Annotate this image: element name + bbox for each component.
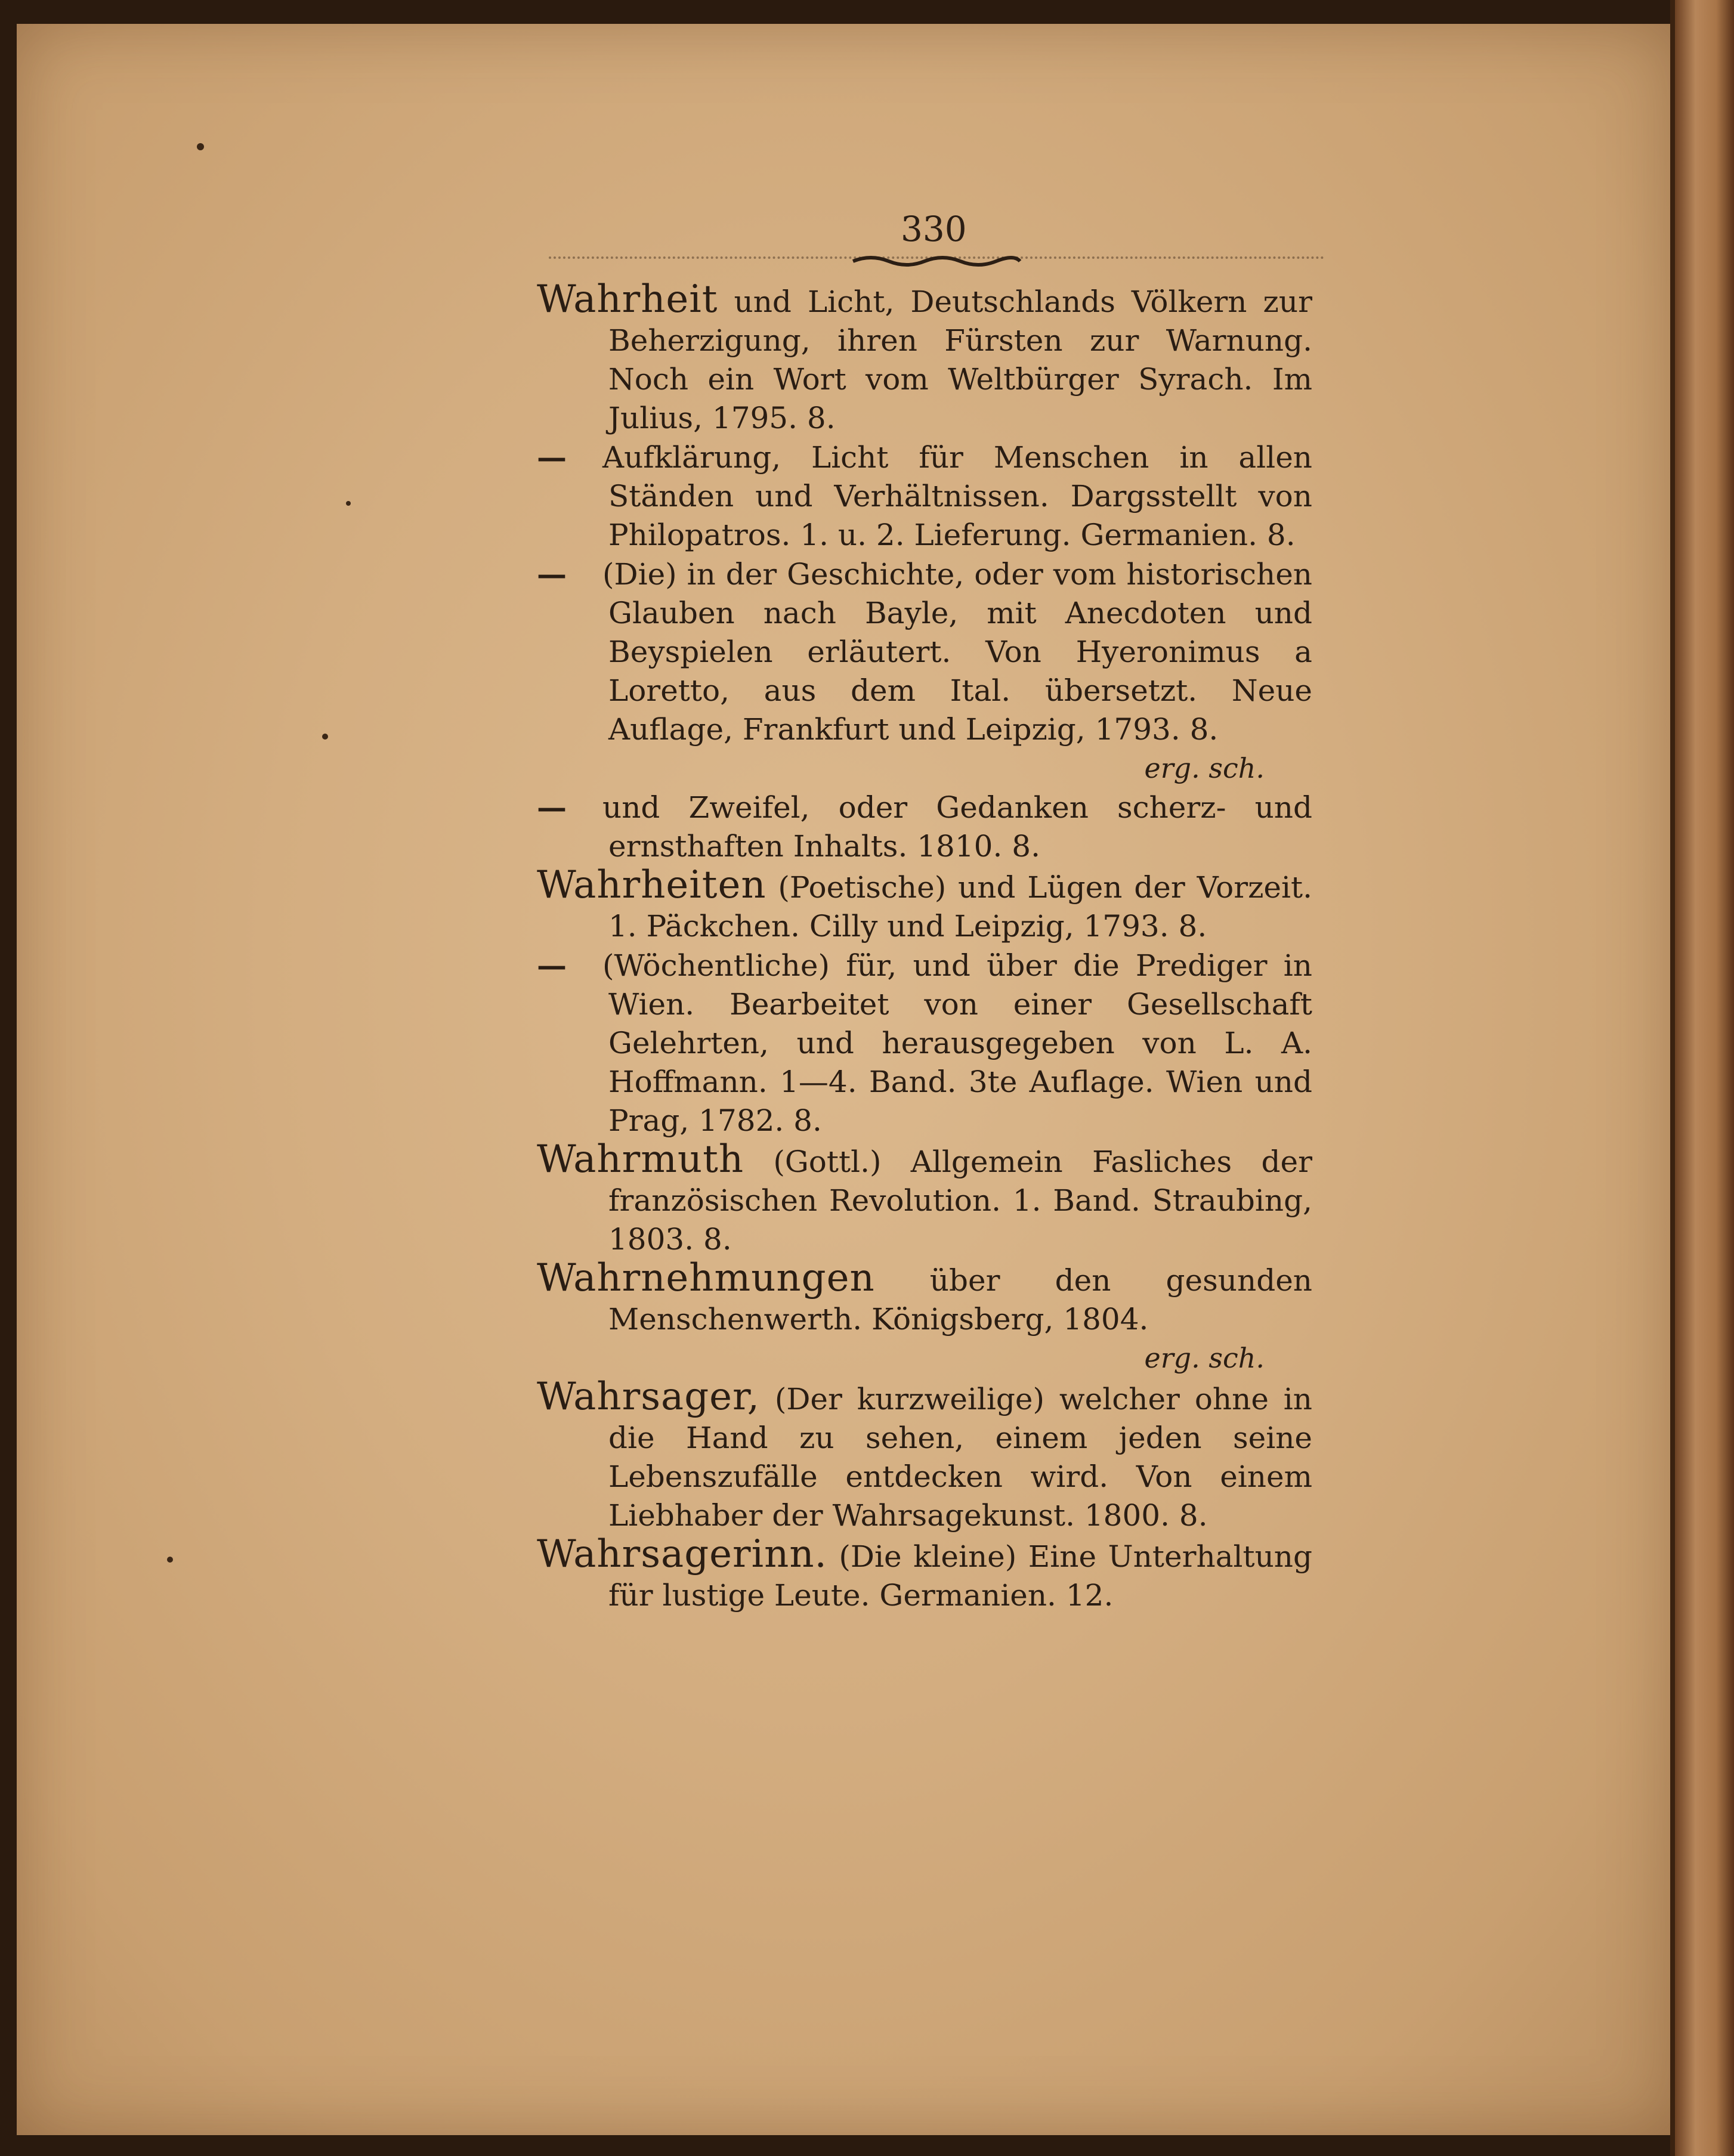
entry-text: (Die) in der Geschichte, oder vom historischen Glauben nach Bayle, mit Anecdoten und Beyspielen erläutert. Von Hyeronimus a Loretto, aus dem Ital. übersetzt. Neue Auflage, Frankfurt und Leipzig, 1793. 8.: [602, 557, 1312, 747]
entry-text: über den gesunden Menschenwerth. Königsberg, 1804.: [608, 1263, 1312, 1337]
catalog-entries: [537, 277, 1312, 1615]
entry-headword: Wahrsager,: [537, 1375, 760, 1419]
entry-dash: —: [537, 440, 567, 475]
entry-text: (Wöchentliche) für, und über die Prediger in Wien. Bearbeitet von einer Gesellschaft Gelehrten, und herausgegeben von L. A. Hoffmann. 1—4. Band. 3te Auflage. Wien und Prag, 1782. 8.: [602, 948, 1312, 1138]
entry-text: (Poetische) und Lügen der Vorzeit. 1. Päckchen. Cilly und Leipzig, 1793. 8.: [608, 870, 1312, 944]
entry-headword: Wahrheit: [537, 277, 718, 321]
entry-wahrheiten: [537, 863, 1312, 946]
entry-woechentliche: [537, 946, 1312, 1140]
entry-note: erg. sch.: [1144, 752, 1265, 784]
entry-dash: —: [537, 790, 567, 825]
book-gutter: [1675, 0, 1734, 2156]
entry-wahrheit-licht: [537, 277, 1312, 438]
entry-text: Aufklärung, Licht für Menschen in allen Ständen und Verhältnissen. Dargsstellt von Philopatros. 1. u. 2. Lieferung. Germanien. 8.: [602, 440, 1312, 552]
paper-speck: [167, 1557, 173, 1563]
entry-text: (Gottl.) Allgemein Fasliches der französischen Revolution. 1. Band. Straubing, 1803. 8.: [608, 1144, 1312, 1257]
entry-wahrsager: [537, 1375, 1312, 1535]
entry-geschichte: [537, 555, 1312, 749]
entry-text: und Licht, Deutschlands Völkern zur Beherzigung, ihren Fürsten zur Warnung. Noch ein Wort vom Weltbürger Syrach. Im Julius, 1795. 8.: [608, 284, 1312, 435]
entry-dash: —: [537, 948, 567, 983]
ornament-flourish: [847, 250, 1026, 268]
page-number: 330: [901, 209, 967, 249]
entry-wahrnehmungen: [537, 1256, 1312, 1339]
entry-headword: Wahrsagerinn.: [537, 1532, 827, 1576]
entry-wahrmuth: [537, 1137, 1312, 1259]
entry-text: (Der kurzweilige) welcher ohne in die Hand zu sehen, einem jeden seine Lebenszufälle entdecken wird. Von einem Liebhaber der Wahrsagekunst. 1800. 8.: [608, 1382, 1312, 1533]
paper-speck: [322, 734, 328, 740]
paper-speck: [346, 501, 351, 506]
entry-headword: Wahrmuth: [537, 1137, 744, 1181]
entry-wahrsagerinn: [537, 1532, 1312, 1615]
entry-note: erg. sch.: [1144, 1342, 1265, 1374]
entry-zweifel: [537, 788, 1312, 866]
entry-headword: Wahrheiten: [537, 863, 766, 907]
paper-speck: [197, 143, 204, 150]
entry-text: und Zweifel, oder Gedanken scherz- und ernsthaften Inhalts. 1810. 8.: [602, 790, 1312, 864]
entry-text: (Die kleine) Eine Unterhaltung für lustige Leute. Germanien. 12.: [608, 1539, 1312, 1613]
entry-aufklaerung: [537, 438, 1312, 555]
entry-dash: —: [537, 556, 567, 592]
entry-headword: Wahrnehmungen: [537, 1256, 875, 1300]
